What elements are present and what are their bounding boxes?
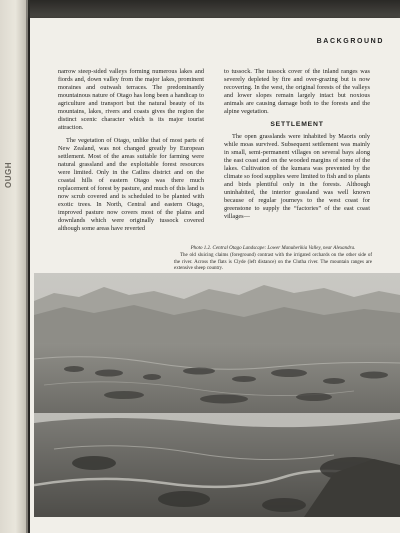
facing-page-edge — [0, 0, 28, 533]
page-bottom-margin — [30, 517, 400, 533]
caption-body: The old sluicing claims (foreground) contrast with the irrigated orchards on the other side of the river. Across the flats is Clyde (left distance) on the Clutha river. The mountain ranges are extensive sheep country. — [174, 253, 372, 271]
landscape-photo — [34, 273, 400, 517]
left-paragraph-2: The vegetation of Otago, unlike that of most parts of New Zealand, was not changed greatly by European settlement. Most of the areas suitable for farming were natural grassland and the exploitable forest resources were limited. Only in the Catlins district and on the coastal hills of eastern Otago was there much replacement of forest by pasture, and much of this land is now scrub covered and is scheduled to be planted with exotic trees. In North, Central and eastern Otago, improved pasture now covers most of the plains and downlands which were originally tussock covered although some areas have reverted — [58, 136, 204, 233]
facing-page-heading-fragment: OUGH — [4, 162, 13, 188]
left-paragraph-1: narrow steep-sided valleys forming numerous lakes and fiords and, down valley from the major lakes, prominent moraines and outwash terraces. The predominantly mountainous nature of Otago has long been a handicap to agriculture and transport but the natural beauty of its mountains, lakes, rivers and coasts gives the region the distinct scenic character which is its major tourist attraction. — [58, 68, 204, 132]
right-paragraph-2: The open grasslands were inhabited by Maoris only while moas survived. Subsequent settlement was mainly in small, semi-permanent villages on several bays along the east coast and on the wooded margins of some of the lakes. Cultivation of the kumara was prevented by the climate so food supplies were limited to fish and to plants and birds plentiful only in the forests. Although uninhabited, the interior grassland was well known because of regular journeys to the west coast for greenstone to supply the “factories” of the east coast villages— — [224, 132, 370, 221]
right-column — [224, 68, 370, 226]
right-paragraph-1: to tussock. The tussock cover of the inland ranges was severely depleted by fire and over-grazing but is now recovering. In the west, the original forests of the valleys and lower slopes remain largely intact but noxious animals are causing damage both to the forests and the alpine vegetation. — [224, 68, 370, 116]
left-column — [58, 68, 204, 238]
running-head: BACKGROUND — [316, 38, 384, 45]
section-heading-settlement: SETTLEMENT — [270, 120, 324, 128]
background-top — [30, 0, 400, 18]
caption-title: Photo 1.2. Central Otago Landscape: Lower Manuherikia Valley, near Alexandra. — [190, 246, 356, 251]
